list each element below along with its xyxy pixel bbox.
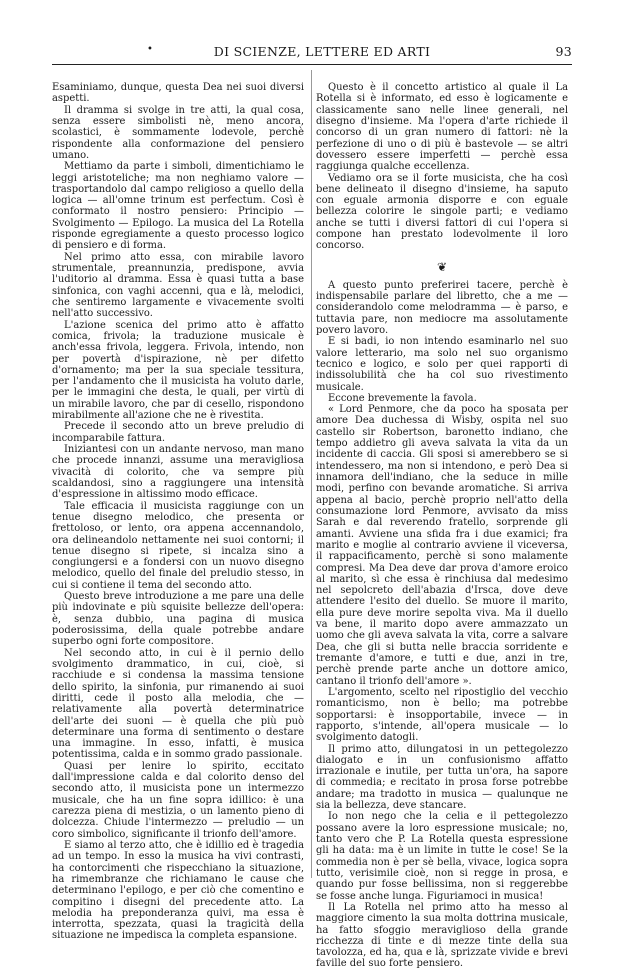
paragraph: Questo breve introduzione a me pare una delle più indovinate e più squisite bellezze dell'opera: è, senza dubbio, una pagina di musica poderosissima, della quale potrebbe andare superbo ogni forte compositore. [52, 591, 304, 648]
paragraph: A questo punto preferirei tacere, perchè è indispensabile parlare del libretto, che a me — considerandolo come melodramma — è parso, e tuttavia pare, non mediocre ma assolutamente povero lavoro. [316, 279, 568, 336]
paragraph: E si badi, io non intendo esaminarlo nel suo valore letterario, ma solo nel suo organismo tecnico e logico, e solo per quei rapporti di indissolubilità che ha col suo rivestimento musicale. [316, 336, 568, 393]
header-mark: • [147, 44, 153, 55]
section-ornament-icon: ❦ [436, 259, 448, 274]
paragraph: Tale efficacia il musicista raggiunge con un tenue disegno melodico, che presenta or frettoloso, or lento, ora appena accennandolo, ora delineandolo nettamente nei suoi contorni; il tenue disegno si ripete, si incalza sino a congiungersi e a fondersi con un nuovo disegno melodico, quello del finale del preludio stesso, in cui si contiene il tema del secondo atto. [52, 500, 304, 591]
paragraph: Nel primo atto essa, con mirabile lavoro strumentale, preannunzia, predispone, avvia l'uditorio al dramma. Essa è quasi tutta a base sinfonica, con vaghi accenni, qua e là, melodici, che sentiremo largamente e vivacemente svolti nell'atto successivo. [52, 251, 304, 320]
paragraph: Precede il secondo atto un breve preludio di incomparabile fattura. [52, 421, 304, 444]
column-divider [311, 70, 312, 878]
paragraph: Mettiamo da parte i simboli, dimentichiamo le leggi aristoteliche; ma non neghiamo valore — trasportandolo dal campo religioso a quello della logica — all'omne trinum est perfectum. Così è conformato il nostro pensiero: Principio — Svolgimento — Epilogo. La musica del La Rotella risponde egregiamente a questo processo logico di pensiero e di forma. [52, 161, 304, 252]
paragraph: Quasi per lenire lo spirito, eccitato dall'impressione calda e dal colorito denso del secondo atto, il musicista pone un intermezzo musicale, che ha un fine sopra idillico: è una carezza piena di mestizia, o un lamento pieno di dolcezza. Chiude l'intermezzo — preludio — un coro simbolico, significante il trionfo dell'amore. [52, 760, 304, 840]
paragraph: Io non nego che la celia e il pettegolezzo possano avere la loro espressione musicale; no, tanto vero che P. La Rotella questa espressione gli ha data: ma è un limite in tutte le cose! Se la commedia non è per sè bella, vivace, logica sopra tutto, verisimile cioè, non si regge in prosa, e quando pur fosse bellissima, non si reggerebbe se fosse anche lunga. Figuriamoci in musica! [316, 811, 568, 902]
header-rule [52, 64, 572, 65]
left-column [52, 82, 304, 942]
paragraph: L'azione scenica del primo atto è affatto comica, frivola; la traduzione musicale è anch'essa frivola, leggera. Frivola, intendo, non per povertà d'ispirazione, nè per difetto d'ornamento; ma per la sua speciale tessitura, per l'andamento che il musicista ha voluto darle, per le immagini che desta, le quali, per virtù di un mirabile lavoro, che par di cesello, rispondono mirabilmente all'azione che ne è rivestita. [52, 319, 304, 422]
paragraph: Il dramma si svolge in tre atti, la qual cosa, senza essere simbolisti nè, meno ancora, scolastici, è sommamente lodevole, perchè rispondente alla conformazione del pensiero umano. [52, 104, 304, 161]
paragraph: Iniziantesi con un andante nervoso, man mano che procede innanzi, assume una meravigliosa vivacità di colorito, che va sempre più scaldandosi, sino a raggiungere una intensità d'espressione in altissimo modo efficace. [52, 444, 304, 501]
paragraph: L'argomento, scelto nel ripostiglio del vecchio romanticismo, non è bello; ma potrebbe sopportarsi: è insopportabile, invece — in rapporto, s'intende, all'opera musicale — lo svolgimento datogli. [316, 686, 568, 744]
running-title: DI SCIENZE, LETTERE ED ARTI [213, 44, 431, 59]
page-number: 93 [555, 44, 572, 59]
paragraph: Il La Rotella nel primo atto ha messo al maggiore cimento la sua molta dottrina musicale, ha fatto sfoggio meraviglioso della grande ricchezza di tinte e di mezze tinte della sua tavolozza, ed ha, qua e là, sprizzate vivide e brevi faville del suo forte pensiero. [316, 901, 568, 970]
paragraph: Questo è il concetto artistico al quale il La Rotella si è informato, ed esso è logicamente e classicamente sano nelle linee generali, nel disegno d'insieme. Ma l'opera d'arte richiede il concorso di un gran numero di fattori: nè la perfezione di uno o di più è bastevole — se altri dovessero essere imperfetti — perchè essa raggiunga qualche eccellenza. [316, 82, 568, 173]
paragraph: « Lord Penmore, che da poco ha sposata per amore Dea duchessa di Wisby, ospita nel suo castello sir Robertson, baronetto indiano, che tempo addietro gli aveva salvata la vita da un incidente di caccia. Gli sposi si amerebbero se si intendessero, ma non si intendono, e però Dea si innamora dell'indiano, che la seduce in mille modi, perfino con bevande aromatiche. Si arriva appena al bacio, perchè proprio nell'atto della consumazione lord Penmore, avvisato da miss Sarah e dal reverendo fratello, sorprende gli amanti. Avviene una sfida fra i due examici; fra marito e moglie al contrario avviene il viceversa, il rappacificamento, perchè si sono malamente compresi. Ma Dea deve dar prova d'amore eroico al marito, sì che essa è rinchiusa dal medesimo nel sepolcreto dell'abazia d'Irsca, dove deve attendere l'esito del duello. Se muore il marito, ella pure deve morire sepolta viva. Ma il duello va bene, il marito dopo avere ammazzato un uomo che gli aveva salvata la vita, corre a salvare Dea, che gli si butta nelle braccia sorridente e tremante d'amore, e tutti e due, anzi in tre, perchè prende parte anche un dottore amico, cantano il trionfo dell'amore ». [316, 404, 568, 687]
right-column [316, 82, 568, 970]
paragraph: Nel secondo atto, in cui è il pernio dello svolgimento drammatico, in cui, cioè, si racchiude e si condensa la massima tensione dello spirito, la sinfonia, pur rimanendo ai suoi diritti, cede il posto alla melodia, che — relativamente alla povertà determinatrice dell'arte dei suoni — è quella che più può determinare una forma di sentimento o destare una immagine. In esso, infatti, è musica potentissima, calda e in sommo grado passionale. [52, 647, 304, 761]
paragraph: Il primo atto, dilungatosi in un pettegolezzo dialogato e in un confusionismo affatto irrazionale e inutile, per tutta un'ora, ha sapore di commedia; e recitato in prosa forse potrebbe andare; ma tradotto in musica — qualunque ne sia la bellezza, deve stancare. [316, 743, 568, 812]
paragraph: Esaminiamo, dunque, questa Dea nei suoi diversi aspetti. [52, 82, 304, 105]
paragraph: Eccone brevemente la favola. [328, 392, 477, 404]
paragraph: Vediamo ora se il forte musicista, che ha così bene delineato il disegno d'insieme, ha saputo con eguale armonia disporre e con eguale bellezza colorire le singole parti; e vediamo anche se tutti i diversi fattori di cui l'opera si compone han prestato lodevolmente il loro concorso. [316, 172, 568, 252]
running-head [52, 44, 572, 60]
paragraph: E siamo al terzo atto, che è idillio ed è tragedia ad un tempo. In esso la musica ha vivi contrasti, ha contorcimenti che rispecchiano la situazione, ha rimembranze che richiamano le cause che determinano l'epilogo, e per ciò che comentino e compitino i disegni del precedente atto. La melodia ha preponderanza quivi, ma essa è interrotta, spezzata, quasi la tragicità della situazione ne impedisca la completa espansione. [52, 839, 304, 942]
